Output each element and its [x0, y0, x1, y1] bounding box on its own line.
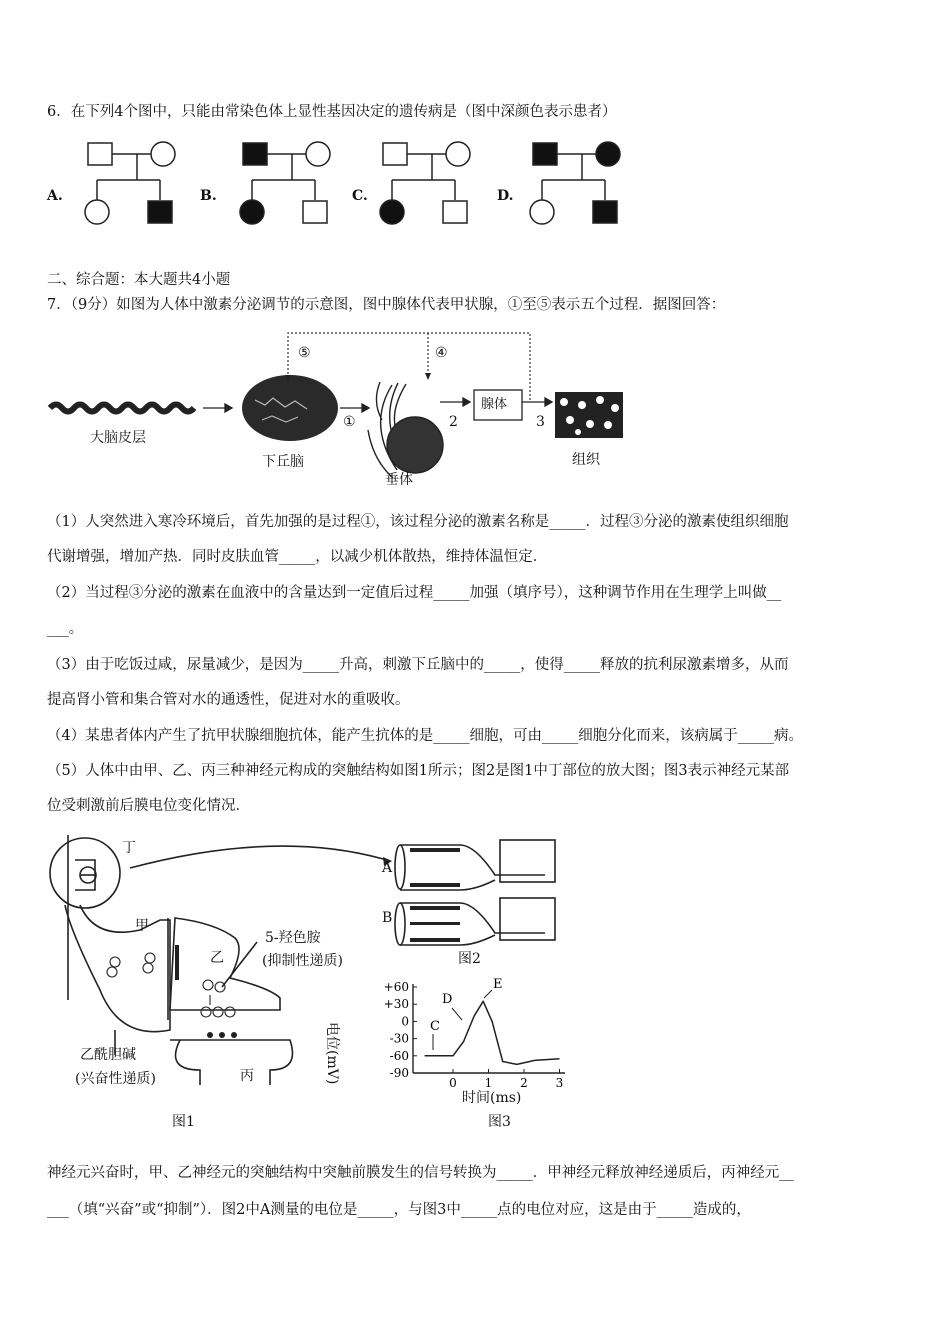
- ach-note: (兴奋性递质): [75, 1071, 156, 1087]
- y-tick-label: -90: [389, 1066, 409, 1080]
- ach-label: 乙酰胆碱: [80, 1047, 136, 1063]
- process-4-label: ④: [435, 345, 448, 361]
- q7-tail-line-1: 神经元兴奋时，甲、乙神经元的突触结构中突触前膜发生的信号转换为_____．甲神经元释放神经递质后，丙神经元__: [47, 1165, 794, 1181]
- q7-line-2: 代谢增强，增加产热．同时皮肤血管_____，以减少机体散热，维持体温恒定．: [47, 549, 548, 565]
- fig2-b-label: B: [382, 910, 393, 926]
- option-label[interactable]: A.: [47, 188, 63, 204]
- fig2-a-label: A: [382, 860, 393, 876]
- y-tick-label: 0: [401, 1014, 409, 1029]
- potential-curve: [425, 1001, 560, 1064]
- arrow-d: [452, 1008, 462, 1020]
- process-2-label: 2: [449, 414, 458, 430]
- option-label[interactable]: C.: [352, 188, 368, 204]
- fig1-caption: 图1: [172, 1114, 195, 1130]
- process-1-label: ①: [343, 414, 356, 430]
- q7-line-6: 提高肾小管和集合管对水的通透性，促进对水的重吸收。: [47, 692, 410, 708]
- gland-label: 腺体: [481, 397, 508, 412]
- process-5-label: ⑤: [298, 345, 311, 361]
- question-7-stem: 7．（9分）如图为人体中激素分泌调节的示意图，图中腺体代表甲状腺，①至⑤表示五个过程．据图回答：: [47, 297, 726, 313]
- yi-label: 乙: [210, 950, 224, 966]
- y-tick-label: +60: [383, 980, 409, 994]
- ding-circle: [50, 838, 120, 908]
- chart-ylabel: 电位(mV): [324, 1022, 340, 1085]
- option-label[interactable]: D.: [497, 188, 514, 204]
- bing-label: 丙: [240, 1068, 254, 1084]
- q7-line-7: （4）某患者体内产生了抗甲状腺细胞抗体，能产生抗体的是_____细胞，可由_____细胞分化而来，该病属于_____病。: [47, 728, 803, 744]
- question-6-stem: 6．在下列4个图中，只能由常染色体上显性基因决定的遗传病是（图中深颜色表示患者）: [47, 104, 617, 120]
- y-tick-label: -30: [389, 1031, 409, 1046]
- membrane-potential-chart: [384, 977, 565, 1090]
- y-tick-label: +30: [383, 997, 409, 1012]
- q7-line-5: （3）由于吃饭过咸，尿量减少，是因为_____升高，刺激下丘脑中的_____，使得_____释放的抗利尿激素增多，从而: [47, 657, 789, 673]
- point-d-label: D: [442, 992, 453, 1007]
- cortex-label: 大脑皮层: [90, 430, 146, 446]
- option-label[interactable]: B.: [200, 188, 217, 204]
- q7-line-4: ___。: [47, 621, 84, 637]
- arrow-e: [484, 990, 492, 998]
- tissue-label: 组织: [572, 452, 600, 468]
- fig3-caption: 图3: [488, 1114, 511, 1130]
- x-tick-label: 0: [449, 1076, 457, 1090]
- jia-label: 甲: [135, 918, 149, 934]
- q7-line-9: 位受刺激前后膜电位变化情况．: [47, 798, 250, 814]
- q7-tail-line-2: ___（填“兴奋”或“抑制”）．图2中A测量的电位是_____，与图3中_____点的电位对应，这是由于_____造成的，: [47, 1202, 751, 1218]
- section-title: 二、综合题：本大题共4小题: [47, 272, 231, 288]
- serotonin-label: 5-羟色胺: [265, 930, 321, 946]
- pituitary-label: 垂体: [385, 472, 413, 488]
- chart-xlabel: 时间(ms): [462, 1090, 522, 1106]
- x-tick-label: 3: [555, 1076, 564, 1090]
- serotonin-note: (抑制性递质): [262, 953, 343, 969]
- q7-line-3: （2）当过程③分泌的激素在血液中的含量达到一定值后过程_____加强（填序号），这种调节作用在生理学上叫做__: [47, 585, 782, 601]
- fig2-caption: 图2: [458, 951, 481, 967]
- q7-line-1: （1）人突然进入寒冷环境后，首先加强的是过程①，该过程分泌的激素名称是_____．过程③分泌的激素使组织细胞: [47, 514, 789, 530]
- process-3-label: 3: [536, 414, 545, 430]
- ding-label: 丁: [122, 840, 136, 856]
- point-e-label: E: [493, 977, 503, 992]
- point-c-label: C: [430, 1019, 440, 1034]
- y-tick-label: -60: [389, 1048, 409, 1063]
- q7-line-8: （5）人体中由甲、乙、丙三种神经元构成的突触结构如图1所示；图2是图1中丁部位的放大图；图3表示神经元某部: [47, 763, 790, 779]
- x-tick-label: 2: [520, 1076, 528, 1090]
- x-tick-label: 1: [484, 1076, 493, 1090]
- hypothalamus-label: 下丘脑: [262, 454, 304, 470]
